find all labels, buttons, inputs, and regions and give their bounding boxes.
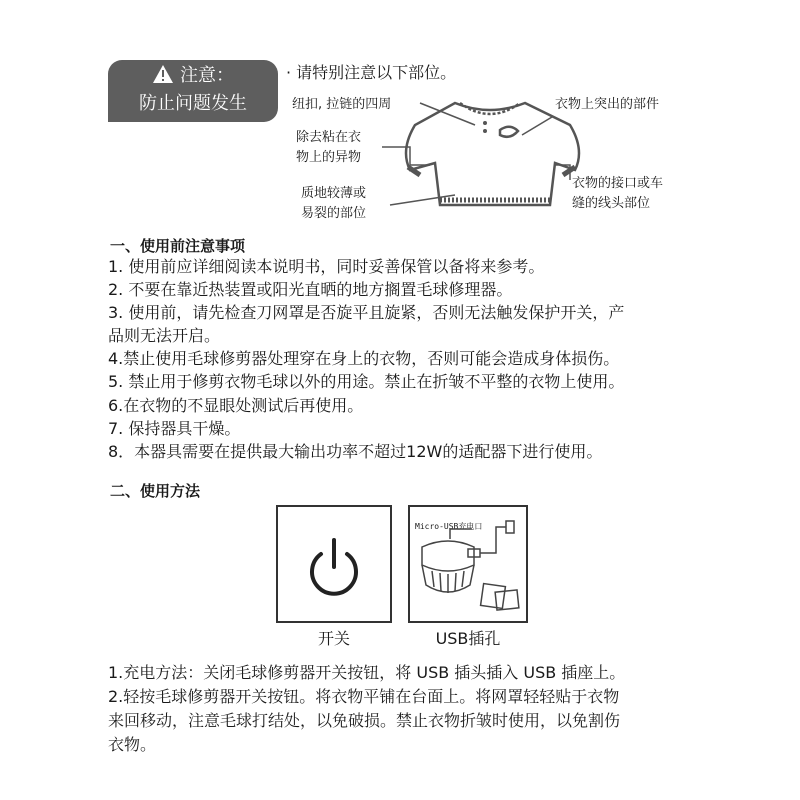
usb-port-panel <box>408 505 528 623</box>
precaution-item: 5. 禁止用于修剪衣物毛球以外的用途。禁止在折皱不平整的衣物上使用。 <box>108 372 625 391</box>
section2-title: 二、使用方法 <box>110 482 201 500</box>
precaution-item: 3. 使用前，请先检查刀网罩是否旋平且旋紧，否则无法触发保护开关，产 <box>108 303 625 322</box>
usb-port-label: Micro-USB充电口 <box>415 522 483 531</box>
power-button-panel <box>276 505 392 623</box>
precaution-item: 7. 保持器具干燥。 <box>108 419 241 438</box>
usage-step: 2.轻按毛球修剪器开关按钮。将衣物平铺在台面上。将网罩轻轻贴于衣物 <box>108 687 620 706</box>
label-protrusions: 衣物上突出的部件 <box>555 97 660 112</box>
label-foreign-objects-1: 除去粘在衣 <box>296 130 362 145</box>
section1-title: 一、使用前注意事项 <box>110 237 246 255</box>
usb-charger-illustration <box>410 507 526 621</box>
label-seams-2: 缝的线头部位 <box>572 196 651 211</box>
label-foreign-objects-2: 物上的异物 <box>296 150 362 165</box>
precaution-item: 6.在衣物的不显眼处测试后再使用。 <box>108 396 364 415</box>
power-icon <box>278 507 390 621</box>
label-seams-1: 衣物的接口或车 <box>572 176 664 191</box>
precaution-item: 8．本器具需要在提供最大输出功率不超过12W的适配器下进行使用。 <box>108 442 603 461</box>
usage-step: 1.充电方法：关闭毛球修剪器开关按钮，将 USB 插头插入 USB 插座上。 <box>108 663 626 682</box>
usb-caption: USB插孔 <box>435 629 501 648</box>
usage-step: 来回移动，注意毛球打结处，以免破损。禁止衣物折皱时使用，以免割伤 <box>108 711 621 730</box>
precaution-item: 品则无法开启。 <box>108 326 221 345</box>
warning-triangle-icon <box>152 64 174 84</box>
usage-step: 衣物。 <box>108 735 157 754</box>
precaution-item: 1. 使用前应详细阅读本说明书，同时妥善保管以备将来参考。 <box>108 257 545 276</box>
label-buttons-zippers: 纽扣, 拉链的四周 <box>292 97 392 112</box>
precaution-item: 2. 不要在靠近热装置或阳光直晒的地方搁置毛球修理器。 <box>108 280 513 299</box>
precaution-item: 4.禁止使用毛球修剪器处理穿在身上的衣物，否则可能会造成身体损伤。 <box>108 349 620 368</box>
warning-badge <box>108 60 278 122</box>
warning-subtitle: 防止问题发生 <box>139 93 247 114</box>
label-thin-areas-1: 质地较薄或 <box>301 186 367 201</box>
warning-intro: · 请特别注意以下部位。 <box>286 63 457 82</box>
label-thin-areas-2: 易裂的部位 <box>301 206 367 221</box>
power-caption: 开关 <box>317 629 350 648</box>
warning-title: 注意： <box>180 65 234 86</box>
